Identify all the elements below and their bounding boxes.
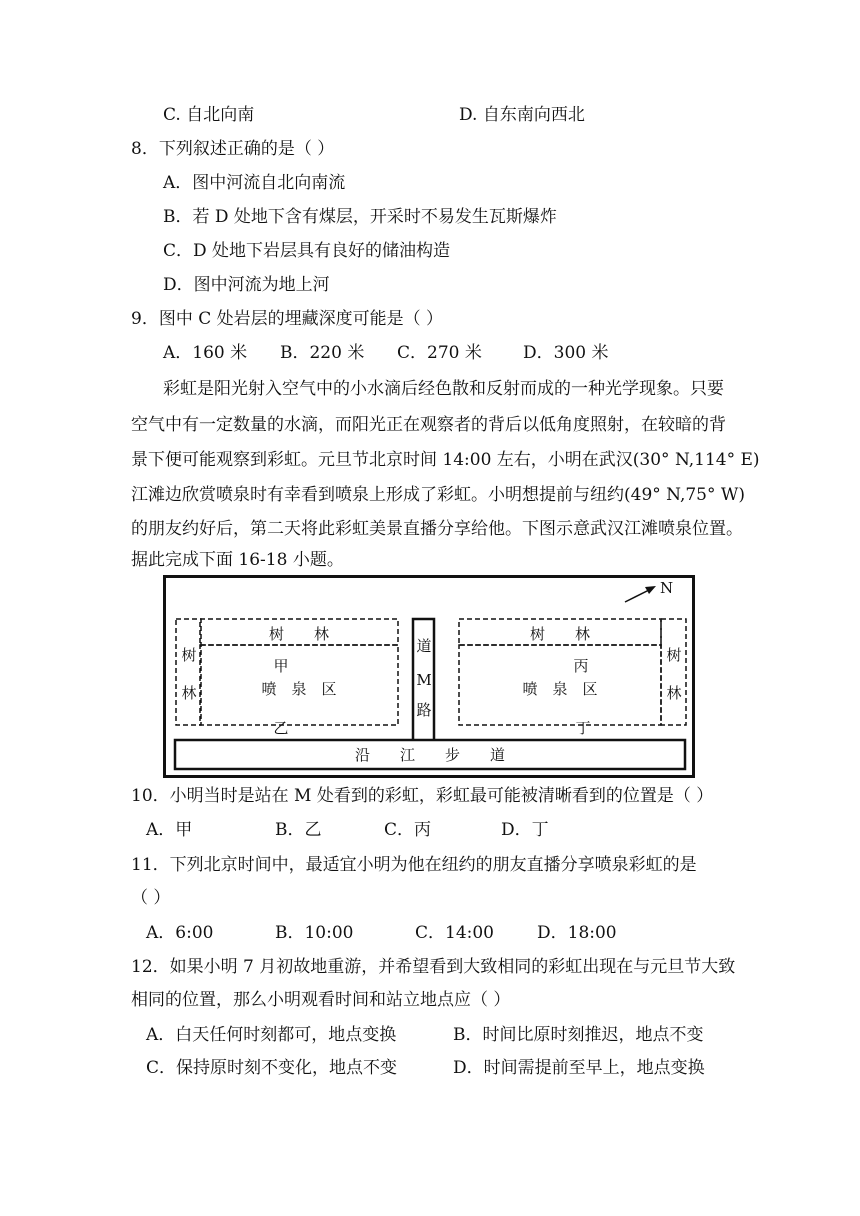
q10-option-c: C．丙: [384, 820, 432, 840]
passage-line-5: 的朋友约好后，第二天将此彩虹美景直播分享给他。下图示意武汉江滩喷泉位置。: [131, 519, 743, 539]
q10-stem: 10．小明当时是站在 M 处看到的彩虹，彩虹最可能被清晰看到的位置是（ ）: [131, 786, 714, 806]
passage-line-4: 江滩边欣赏喷泉时有幸看到喷泉上形成了彩虹。小明想提前与纽约(49° N,75° W): [131, 485, 745, 505]
q10-option-a: A．甲: [146, 820, 193, 840]
q12-option-c: C．保持原时刻不变化，地点不变: [146, 1058, 398, 1078]
q8-option-d: D．图中河流为地上河: [163, 275, 330, 295]
q8-option-b: B．若 D 处地下含有煤层，开采时不易发生瓦斯爆炸: [163, 207, 557, 227]
q9-option-b: B．220 米: [280, 343, 365, 363]
q12-option-d: D．时间需提前至早上，地点变换: [453, 1058, 705, 1078]
road-label-1: 道: [416, 637, 432, 655]
label-ding: 丁: [575, 719, 591, 737]
q7-option-c: C. 自北向南: [163, 105, 255, 125]
label-jia: 甲: [273, 657, 289, 675]
walkway-label: 沿 江 步 道: [354, 746, 506, 764]
q10-option-d: D．丁: [501, 820, 549, 840]
right-side-tree-belt: [661, 619, 686, 725]
q11-option-a: A．6:00: [146, 923, 214, 943]
q10-option-b: B．乙: [275, 820, 322, 840]
left-side-tree-belt: [176, 619, 201, 725]
passage-line-1: 彩虹是阳光射入空气中的小水滴后经色散和反射而成的一种光学现象。只要: [163, 379, 724, 399]
passage-line-6: 据此完成下面 16-18 小题。: [131, 550, 344, 570]
q12-stem-line-2: 相同的位置，那么小明观看时间和站立地点应（ ）: [131, 990, 511, 1010]
q11-option-b: B．10:00: [275, 923, 354, 943]
north-arrow-icon: [625, 586, 656, 602]
road-label-2: 路: [416, 701, 432, 719]
q12-stem-line-1: 12．如果小明 7 月初故地重游，并希望看到大致相同的彩虹出现在与元旦节大致: [131, 957, 736, 977]
q9-stem: 9．图中 C 处岩层的埋藏深度可能是（ ）: [131, 309, 444, 329]
left-fountain-label: 喷 泉 区: [261, 680, 337, 698]
q9-option-a: A．160 米: [163, 343, 248, 363]
q7-option-d: D. 自东南向西北: [459, 105, 585, 125]
q11-option-c: C．14:00: [415, 923, 494, 943]
left-side-trees-label-2: 林: [181, 684, 197, 702]
q8-option-a: A．图中河流自北向南流: [163, 173, 346, 193]
q9-option-c: C．270 米: [397, 343, 482, 363]
right-fountain-label: 喷 泉 区: [522, 680, 598, 698]
q11-option-d: D．18:00: [537, 923, 617, 943]
north-label: N: [660, 579, 674, 597]
left-side-trees-label-1: 树: [181, 646, 197, 664]
q11-stem: 11．下列北京时间中，最适宜小明为他在纽约的朋友直播分享喷泉彩虹的是: [131, 855, 697, 875]
right-side-trees-label-2: 林: [666, 684, 682, 702]
left-trees-label: 树 林: [268, 625, 330, 643]
label-yi: 乙: [273, 719, 289, 737]
fountain-location-map: [163, 575, 695, 778]
q12-option-b: B．时间比原时刻推迟，地点不变: [453, 1025, 704, 1045]
label-bing: 丙: [573, 657, 589, 675]
passage-line-2: 空气中有一定数量的水滴，而阳光正在观察者的背后以低角度照射，在较暗的背: [131, 415, 726, 435]
q8-option-c: C．D 处地下岩层具有良好的储油构造: [163, 241, 451, 261]
road-label-m: M: [416, 671, 432, 689]
q8-stem: 8．下列叙述正确的是（ ）: [131, 139, 335, 159]
right-trees-label: 树 林: [529, 625, 591, 643]
q12-option-a: A．白天任何时刻都可，地点变换: [146, 1025, 397, 1045]
q9-option-d: D．300 米: [523, 343, 609, 363]
passage-line-3: 景下便可能观察到彩虹。元旦节北京时间 14:00 左右，小明在武汉(30° N,114° E): [131, 450, 760, 470]
q11-paren: （ ）: [131, 888, 171, 908]
right-side-trees-label-1: 树: [666, 646, 682, 664]
